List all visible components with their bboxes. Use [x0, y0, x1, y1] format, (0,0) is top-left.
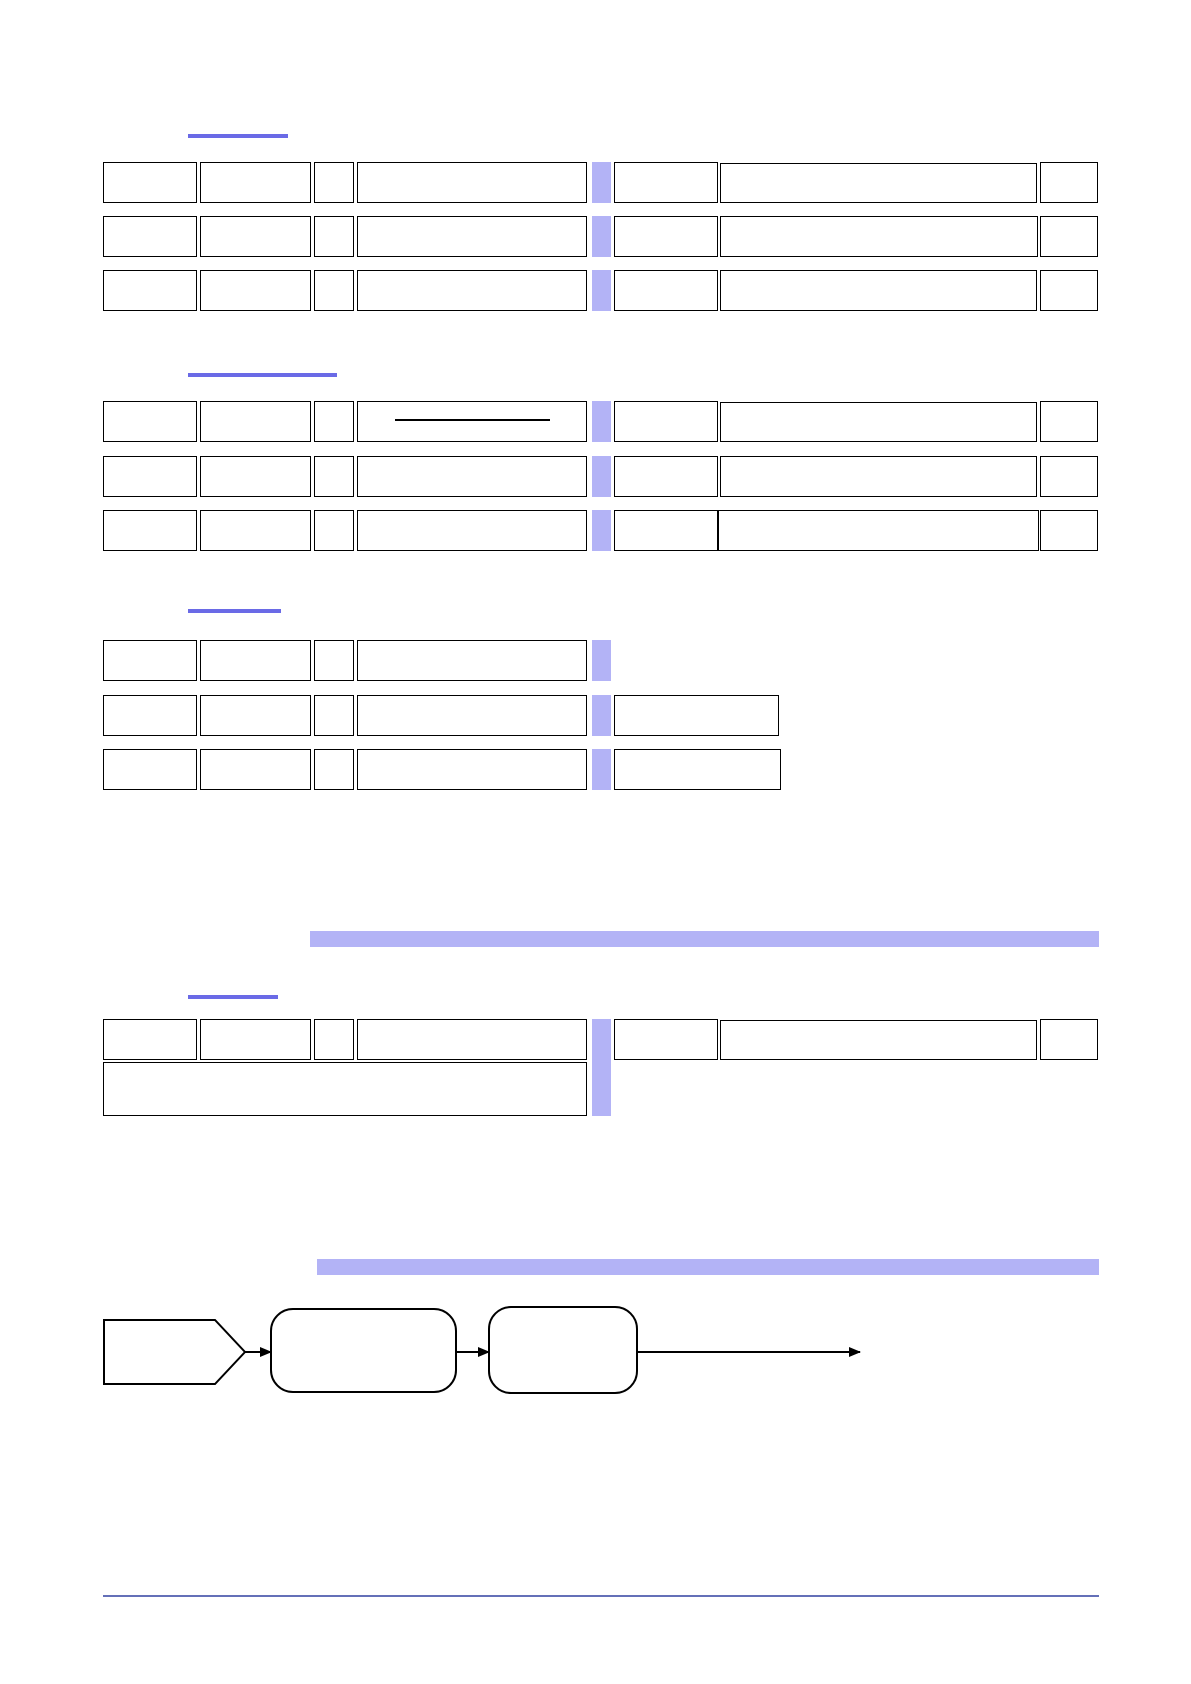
section-3-row-3-cell-1	[103, 749, 197, 790]
section-2-row-3-cell-7	[1040, 510, 1098, 551]
section-4-separator	[592, 1019, 611, 1116]
flow-step-2-box	[489, 1307, 637, 1393]
flow-start-pentagon	[104, 1320, 245, 1384]
section-1-heading-underline	[188, 134, 288, 138]
section-2-row-2-cell-6	[720, 456, 1037, 497]
section-3-row-1-cell-2	[200, 640, 311, 681]
section-1-row-3-cell-6	[720, 270, 1037, 311]
flow-step-1-box	[271, 1309, 456, 1392]
section-3-row-2-cell-2	[200, 695, 311, 736]
section-1-row-3-cell-2	[200, 270, 311, 311]
section-3-row-2-cell-5	[614, 695, 779, 736]
section-1-row-2-separator	[592, 216, 611, 257]
section-2-row-1-cell-2	[200, 401, 311, 442]
section-1-row-2-cell-7	[1040, 216, 1098, 257]
section-2-row-2-cell-1	[103, 456, 197, 497]
section-3-row-3-separator	[592, 749, 611, 790]
section-2-row-2-cell-3	[314, 456, 354, 497]
section-1-row-2-cell-4	[357, 216, 587, 257]
section-3-row-2-cell-1	[103, 695, 197, 736]
section-1-row-1-separator	[592, 162, 611, 203]
section-1-row-1-cell-7	[1040, 162, 1098, 203]
section-1-row-1-cell-3	[314, 162, 354, 203]
section-2-row-1-cell-1	[103, 401, 197, 442]
section-1-row-1-cell-1	[103, 162, 197, 203]
section-2-row-1-separator	[592, 401, 611, 442]
section-2-row-1-cell-5	[614, 401, 718, 442]
section-1-row-3-cell-4	[357, 270, 587, 311]
section-1-row-2-cell-6	[720, 216, 1038, 257]
section-banner-1	[310, 931, 1099, 947]
section-2-row-3-cell-5	[614, 510, 718, 551]
section-1-row-1-cell-2	[200, 162, 311, 203]
section-3-row-2-cell-3	[314, 695, 354, 736]
section-2-row-1-cell-3	[314, 401, 354, 442]
section-1-row-2-cell-1	[103, 216, 197, 257]
section-1-row-1-cell-4	[357, 162, 587, 203]
section-1-row-1-cell-6	[720, 163, 1037, 203]
section-4-row-1-cell-1	[103, 1019, 197, 1060]
footer-rule	[103, 1595, 1099, 1597]
section-2-row-3-cell-1	[103, 510, 197, 551]
underscore-line	[395, 419, 550, 421]
section-2-row-1-cell-6	[720, 402, 1037, 442]
section-2-row-3-cell-6	[718, 510, 1039, 551]
section-4-row-1-cell-7	[1040, 1019, 1098, 1060]
flowchart	[0, 1290, 1191, 1420]
section-3-row-1-cell-4	[357, 640, 587, 681]
section-1-row-2-cell-5	[614, 216, 718, 257]
section-4-row-1-cell-3	[314, 1019, 354, 1060]
section-1-row-3-cell-3	[314, 270, 354, 311]
section-4-row-1-cell-2	[200, 1019, 311, 1060]
section-2-row-2-cell-2	[200, 456, 311, 497]
section-2-row-3-cell-3	[314, 510, 354, 551]
section-4-wide-field	[103, 1062, 587, 1116]
section-3-row-3-cell-3	[314, 749, 354, 790]
section-1-row-2-cell-2	[200, 216, 311, 257]
section-4-row-1-cell-5	[614, 1019, 718, 1060]
section-3-row-2-separator	[592, 695, 611, 736]
section-3-row-3-cell-4	[357, 749, 587, 790]
section-2-heading-underline	[188, 373, 337, 377]
section-2-row-1-cell-4	[357, 401, 587, 442]
section-4-heading-underline	[188, 995, 278, 999]
section-banner-2	[317, 1259, 1099, 1275]
section-1-row-3-separator	[592, 270, 611, 311]
section-1-row-3-cell-7	[1040, 270, 1098, 311]
section-4-row-1-cell-6	[720, 1020, 1037, 1060]
section-2-row-2-separator	[592, 456, 611, 497]
section-2-row-2-cell-7	[1040, 456, 1098, 497]
section-2-row-2-cell-4	[357, 456, 587, 497]
section-1-row-1-cell-5	[614, 162, 718, 203]
section-2-row-3-cell-2	[200, 510, 311, 551]
section-3-row-1-cell-3	[314, 640, 354, 681]
section-3-row-1-separator	[592, 640, 611, 681]
section-2-row-2-cell-5	[614, 456, 718, 497]
section-1-row-3-cell-1	[103, 270, 197, 311]
section-2-row-3-separator	[592, 510, 611, 551]
section-3-row-1-cell-1	[103, 640, 197, 681]
section-3-row-3-cell-5	[614, 749, 781, 790]
section-3-row-2-cell-4	[357, 695, 587, 736]
section-3-row-3-cell-2	[200, 749, 311, 790]
section-1-row-3-cell-5	[614, 270, 718, 311]
section-2-row-3-cell-4	[357, 510, 587, 551]
section-4-row-1-cell-4	[357, 1019, 587, 1060]
section-1-row-2-cell-3	[314, 216, 354, 257]
section-3-heading-underline	[188, 609, 281, 613]
section-2-row-1-cell-7	[1040, 401, 1098, 442]
